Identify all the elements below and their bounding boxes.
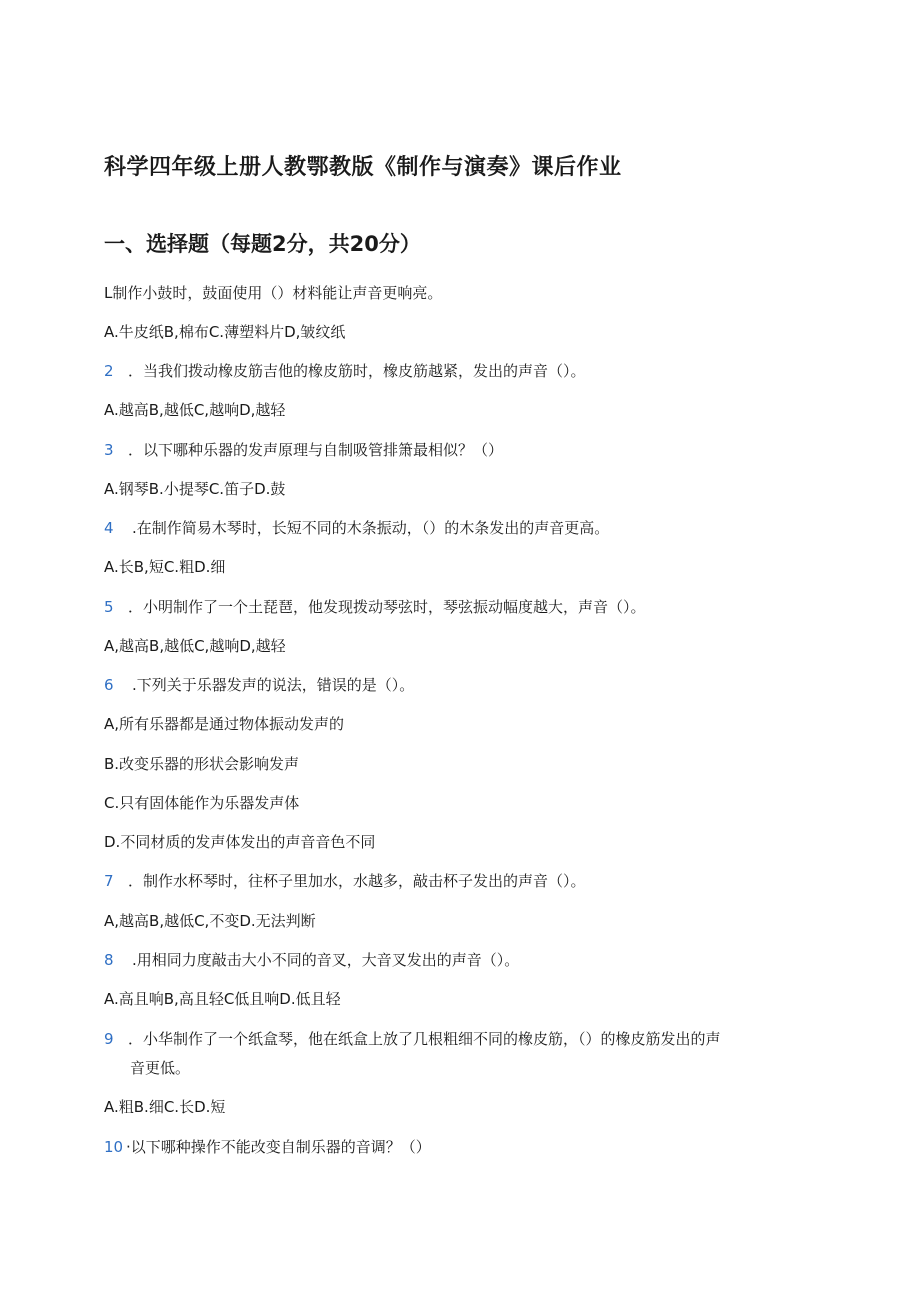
question-6-option-c: C.只有固体能作为乐器发声体 [104, 794, 300, 812]
question-6 [104, 675, 414, 695]
question-text: .用相同力度敲击大小不同的音叉，大音叉发出的声音（）。 [132, 951, 520, 969]
question-text: .在制作简易木琴时，长短不同的木条振动，（）的木条发出的声音更高。 [132, 519, 610, 537]
question-2 [104, 361, 586, 381]
question-text: ．小华制作了一个纸盒琴，他在纸盒上放了几根粗细不同的橡皮筋，（）的橡皮筋发出的声 [128, 1030, 721, 1048]
question-5 [104, 597, 646, 617]
question-9-options: A.粗B.细C.长D.短 [104, 1098, 226, 1116]
question-10 [104, 1137, 431, 1157]
question-text: .下列关于乐器发声的说法，错误的是（）。 [132, 676, 415, 694]
question-6-option-a: A,所有乐器都是通过物体振动发声的 [104, 715, 345, 733]
question-2-options: A.越高B,越低C,越响D,越轻 [104, 401, 286, 419]
question-9-continuation: 音更低。 [130, 1059, 191, 1077]
question-number: 2 [104, 362, 114, 380]
question-text: ．制作水杯琴时，往杯子里加水，水越多，敲击杯子发出的声音（）。 [128, 872, 586, 890]
question-4-options: A.长B,短C.粗D.细 [104, 558, 226, 576]
question-number: 7 [104, 872, 114, 890]
question-number: 9 [104, 1030, 114, 1048]
question-text: ．小明制作了一个土琵琶，他发现拨动琴弦时，琴弦振动幅度越大，声音（）。 [128, 598, 646, 616]
question-8 [104, 950, 519, 970]
document-title: 科学四年级上册人教鄂教版《制作与演奏》课后作业 [104, 155, 622, 180]
question-1-options: A.牛皮纸B,棉布C.薄塑料片D,皱纹纸 [104, 323, 346, 341]
question-text: ·以下哪种操作不能改变自制乐器的音调？（） [126, 1138, 431, 1156]
question-9 [104, 1029, 721, 1049]
question-number: 10 [104, 1138, 124, 1156]
question-number: 8 [104, 951, 114, 969]
section-heading: 一、选择题（每题2分，共20分） [104, 232, 421, 256]
question-number: 3 [104, 441, 114, 459]
question-4 [104, 518, 609, 538]
question-5-options: A,越高B,越低C,越响D,越轻 [104, 637, 286, 655]
question-text: ．以下哪种乐器的发声原理与自制吸管排箫最相似？（） [128, 441, 504, 459]
question-6-option-d: D.不同材质的发声体发出的声音音色不同 [104, 833, 376, 851]
question-7 [104, 871, 586, 891]
question-7-options: A,越高B,越低C,不变D.无法判断 [104, 912, 316, 930]
question-3 [104, 440, 503, 460]
question-8-options: A.高且响B,高且轻C低且响D.低且轻 [104, 990, 341, 1008]
question-text: L制作小鼓时，鼓面使用（）材料能让声音更响亮。 [104, 284, 443, 302]
question-1 [104, 283, 442, 303]
question-text: ．当我们拨动橡皮筋吉他的橡皮筋时，橡皮筋越紧，发出的声音（）。 [128, 362, 586, 380]
question-6-option-b: B.改变乐器的形状会影响发声 [104, 755, 300, 773]
question-number: 5 [104, 598, 114, 616]
question-3-options: A.钢琴B.小提琴C.笛子D.鼓 [104, 480, 286, 498]
question-number: 4 [104, 519, 114, 537]
question-number: 6 [104, 676, 114, 694]
